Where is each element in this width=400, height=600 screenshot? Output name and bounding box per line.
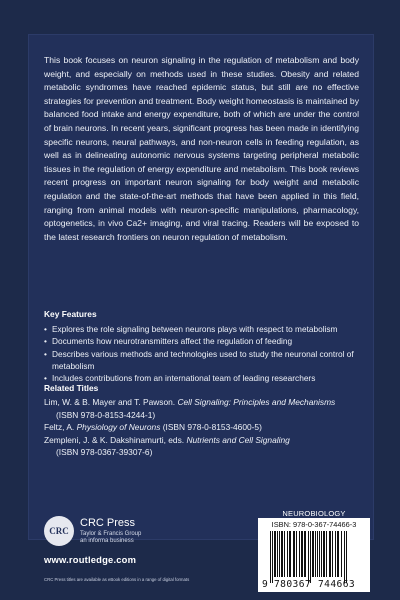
isbn-label: ISBN: 978-0-367-74466-3 — [271, 520, 357, 529]
key-feature-item: • Documents how neurotransmitters affect the regulation of feeding — [44, 335, 362, 347]
related-titles-heading: Related Titles — [44, 383, 99, 393]
related-title-authors: Zempleni, J. & K. Dakshinamurti, eds. — [44, 434, 185, 445]
publisher-name: CRC Press — [80, 517, 136, 529]
key-features-list — [44, 323, 362, 384]
related-title-isbn: (ISBN 978-0367-39307-6) — [56, 447, 153, 458]
ebook-footnote: CRC Press titles are available as eBook editions in a range of digital formats — [44, 577, 190, 582]
related-title-authors: Feltz, A. — [44, 422, 75, 433]
key-feature-item: • Explores the role signaling between neurons plays with respect to metabolism — [44, 323, 362, 335]
related-title-name: Physiology of Neurons — [76, 422, 161, 433]
related-title-name: Nutrients and Cell Signaling — [186, 434, 290, 445]
subject-category: NEUROBIOLOGY — [282, 509, 346, 518]
related-title-name: Cell Signaling: Principles and Mechanisms — [177, 397, 336, 407]
crc-logo-icon — [44, 516, 74, 546]
publisher-website: www.routledge.com — [44, 554, 137, 565]
related-title-isbn: (ISBN 978-0-8153-4600-5) — [162, 422, 262, 433]
publisher-group: Taylor & Francis Group — [80, 531, 142, 537]
related-title-authors: Lim, W. & B. Mayer and T. Pawson. — [44, 397, 176, 407]
isbn-barcode — [258, 518, 370, 592]
barcode-first-digit: 9 — [262, 579, 268, 590]
related-title-item — [44, 396, 362, 421]
barcode-right-digits: 744663 — [318, 579, 356, 590]
barcode-left-digits: 780367 — [274, 579, 312, 590]
key-feature-item: • Includes contributions from an international team of leading researchers — [44, 372, 362, 384]
book-description: This book focuses on neuron signaling in the regulation of metabolism and body weight, and especially on methods used in these studies. Obesity and related metabolic syndromes have reached epidemic status, but still are no effective strategies for prevention and treatment. Body weight homeostasis is maintained by balanced food intake and energy expenditure, both of which are under the control of brain neurons. In recent years, significant progress has been made in identifying specific neurons, neural pathways, and non-neuron cells in feeding regulation, as well as in delineating autonomic nervous systems targeting peripheral metabolic tissues in the regulation of energy expenditure and metabolism. This book reviews recent progress on important neuron signaling for body weight and metabolic regulation and the state-of-the-art methods that have been applied in this field, ranging from animal models with neuron-specific manipulations, pharmacology, optogenetics, in vivo Ca2+ imaging, and viral tracing. Readers will be exposed to the latest research frontiers on neuron regulation of metabolism. — [44, 55, 359, 242]
related-titles-list — [44, 396, 362, 459]
related-title-item — [44, 421, 362, 434]
related-title-item — [44, 434, 362, 459]
publisher-tagline: an informa business — [80, 538, 134, 544]
key-feature-item: • Describes various methods and technologies used to study the neuronal control of metabolism — [44, 348, 362, 373]
publisher-subtitle — [80, 531, 141, 545]
key-features-heading: Key Features — [44, 309, 97, 319]
crc-logo-text: CRC — [49, 526, 69, 536]
related-title-isbn: (ISBN 978-0-8153-4244-1) — [56, 409, 156, 420]
